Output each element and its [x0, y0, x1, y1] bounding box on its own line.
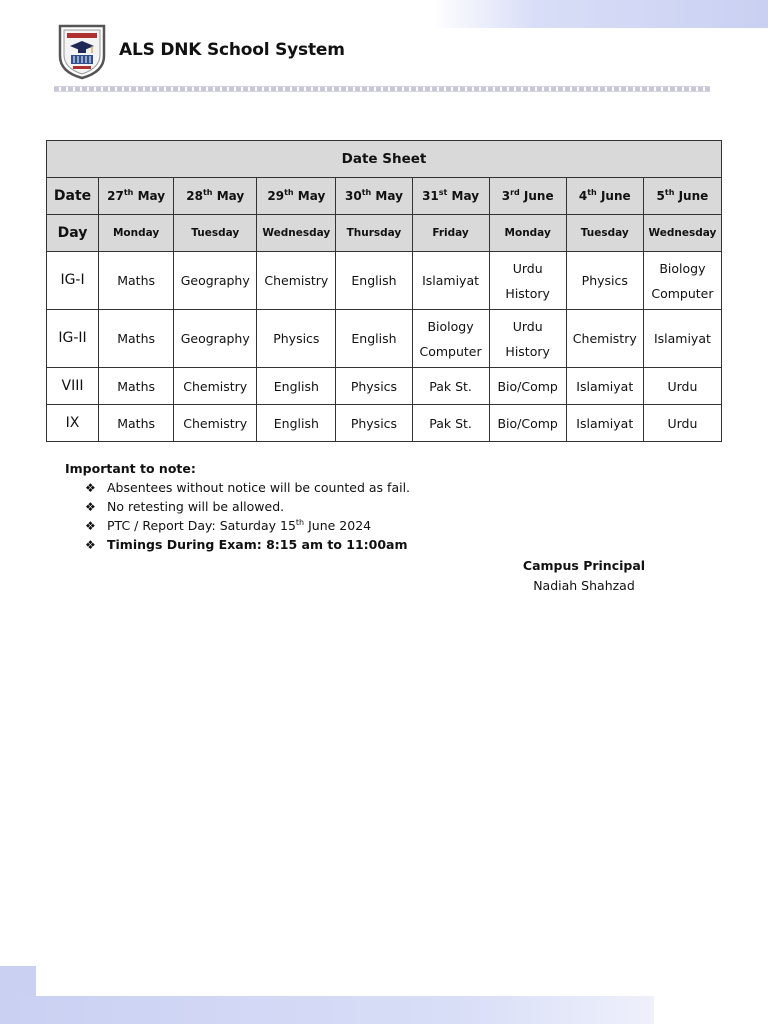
subject-cell [99, 368, 174, 405]
subject-cell [99, 310, 174, 368]
subject-cell [566, 252, 643, 310]
subject-cell [643, 310, 721, 368]
subject-name: History [505, 285, 550, 301]
subject-cell [566, 310, 643, 368]
title-row [47, 141, 722, 178]
subject-cell [257, 405, 336, 442]
date-cell [336, 178, 412, 215]
day-row [47, 215, 722, 252]
subject-name: Geography [180, 273, 250, 288]
date-number: 4 [578, 188, 588, 203]
class-row [47, 252, 722, 310]
subject-cell [99, 252, 174, 310]
subject-cell [412, 405, 489, 442]
date-month: June [678, 188, 709, 203]
date-cell [412, 178, 489, 215]
signature-name: Nadiah Shahzad [533, 578, 635, 593]
subject-name: Chemistry [183, 415, 248, 431]
signature-block [520, 556, 648, 596]
subject-name: Biology [659, 260, 706, 276]
class-row [47, 368, 722, 405]
school-name: ALS DNK School System [119, 40, 345, 60]
note-text: Timings During Exam: 8:15 am to 11:00am [107, 537, 408, 552]
subject-name: Computer [419, 343, 482, 359]
subject-name: Islamiyat [653, 331, 711, 346]
note-text: No retesting will be allowed. [107, 499, 285, 514]
date-suffix: th [284, 187, 294, 197]
diamond-bullet-icon: ❖ [85, 519, 96, 533]
note-text-after: June 2024 [304, 518, 372, 533]
date-month: June [600, 188, 631, 203]
date-number: 28 [186, 188, 203, 203]
subject-cell [174, 252, 257, 310]
school-logo-crest [56, 22, 108, 80]
date-suffix: rd [510, 187, 520, 197]
subject-name: Maths [117, 378, 155, 394]
date-cell [99, 178, 174, 215]
day-label: Day [47, 215, 99, 252]
subject-name: Urdu [512, 260, 543, 276]
subject-name: Maths [117, 415, 155, 431]
subject-name: English [351, 273, 397, 288]
subject-name: Biology [427, 318, 474, 334]
diamond-bullet-icon: ❖ [85, 538, 96, 552]
date-month: May [297, 188, 326, 203]
subject-name: Geography [180, 331, 250, 346]
date-suffix: th [587, 187, 597, 197]
signature-title: Campus Principal [522, 558, 646, 573]
date-suffix: th [361, 187, 372, 197]
subject-name: Islamiyat [576, 378, 634, 394]
subject-cell [412, 368, 489, 405]
date-month: May [137, 188, 166, 203]
subject-name: Islamiyat [576, 415, 634, 431]
date-month: June [523, 188, 554, 203]
class-name-cell: IG-II [47, 310, 99, 368]
day-cell: Wednesday [643, 215, 721, 252]
class-name-cell: IX [47, 405, 99, 442]
note-item [85, 478, 410, 497]
class-row [47, 310, 722, 368]
subject-cell [336, 310, 412, 368]
day-cell: Tuesday [566, 215, 643, 252]
class-row [47, 405, 722, 442]
subject-cell [489, 252, 566, 310]
subject-name: Urdu [512, 318, 543, 334]
day-cell: Friday [412, 215, 489, 252]
date-cell [174, 178, 257, 215]
date-suffix: th [123, 187, 134, 197]
note-text: PTC / Report Day: Saturday 15 [107, 518, 296, 533]
subject-name: Physics [581, 273, 628, 288]
top-decorative-band [432, 0, 768, 28]
note-item [85, 516, 410, 535]
class-name-cell: IG-I [47, 252, 99, 310]
day-cell: Wednesday [257, 215, 336, 252]
note-text: Absentees without notice will be counted as fail. [107, 480, 411, 495]
subject-cell [566, 405, 643, 442]
notes-list [65, 478, 410, 554]
note-item [85, 535, 410, 554]
note-item [85, 497, 410, 516]
date-number: 5 [656, 188, 665, 203]
subject-name: Computer [651, 285, 714, 301]
date-label: Date [47, 178, 99, 215]
date-month: May [216, 188, 245, 203]
important-notes [65, 461, 410, 554]
bottom-decorative-tab [0, 966, 36, 996]
subject-name: Chemistry [183, 378, 248, 394]
date-number: 27 [107, 188, 124, 203]
date-suffix: th [664, 187, 675, 197]
day-cell: Monday [99, 215, 174, 252]
date-month: May [375, 188, 403, 203]
date-cell [566, 178, 643, 215]
day-cell: Monday [489, 215, 566, 252]
subject-name: Pak St. [429, 415, 472, 431]
subject-name: Physics [273, 331, 320, 346]
class-name-cell: VIII [47, 368, 99, 405]
subject-cell [643, 405, 721, 442]
diamond-bullet-icon: ❖ [85, 481, 96, 495]
subject-cell [489, 368, 566, 405]
diamond-bullet-icon: ❖ [85, 500, 96, 514]
subject-cell [643, 368, 721, 405]
date-month: May [451, 188, 480, 203]
date-cell [643, 178, 721, 215]
subject-cell [174, 310, 257, 368]
note-suffix: th [295, 517, 305, 527]
date-number: 29 [267, 188, 285, 203]
day-cell: Tuesday [174, 215, 257, 252]
subject-name: Urdu [667, 415, 698, 431]
subject-name: English [273, 378, 319, 394]
subject-name: Pak St. [429, 378, 472, 394]
day-cell: Thursday [336, 215, 412, 252]
date-suffix: st [438, 187, 448, 197]
subject-name: Maths [117, 273, 155, 288]
subject-name: English [351, 331, 397, 346]
date-suffix: th [202, 187, 213, 197]
subject-name: English [273, 415, 319, 431]
subject-cell [412, 252, 489, 310]
subject-cell [336, 405, 412, 442]
subject-cell [489, 405, 566, 442]
bottom-decorative-band [0, 996, 654, 1024]
subject-cell [489, 310, 566, 368]
subject-cell [257, 368, 336, 405]
date-number: 3 [501, 188, 511, 203]
date-cell [257, 178, 336, 215]
subject-cell [566, 368, 643, 405]
date-number: 31 [422, 188, 439, 203]
subject-cell [257, 310, 336, 368]
subject-cell [257, 252, 336, 310]
subject-name: Maths [117, 331, 155, 346]
subject-name: Urdu [667, 378, 698, 394]
subject-name: Physics [350, 415, 398, 431]
subject-name: Bio/Comp [497, 415, 558, 431]
subject-cell [336, 252, 412, 310]
header-divider [54, 86, 710, 92]
subject-name: Chemistry [264, 273, 329, 288]
subject-cell [174, 368, 257, 405]
subject-name: Physics [350, 378, 398, 394]
subject-cell [412, 310, 489, 368]
date-cell [489, 178, 566, 215]
subject-cell [174, 405, 257, 442]
subject-name: Chemistry [572, 331, 637, 346]
subject-name: Islamiyat [422, 273, 480, 288]
subject-cell [336, 368, 412, 405]
table-title: Date Sheet [47, 141, 722, 178]
date-row [47, 178, 722, 215]
subject-cell [643, 252, 721, 310]
subject-cell [99, 405, 174, 442]
notes-title: Important to note: [65, 461, 196, 476]
date-sheet-table [46, 140, 722, 442]
subject-name: Bio/Comp [497, 378, 558, 394]
subject-name: History [505, 343, 550, 359]
date-number: 30 [344, 188, 362, 203]
